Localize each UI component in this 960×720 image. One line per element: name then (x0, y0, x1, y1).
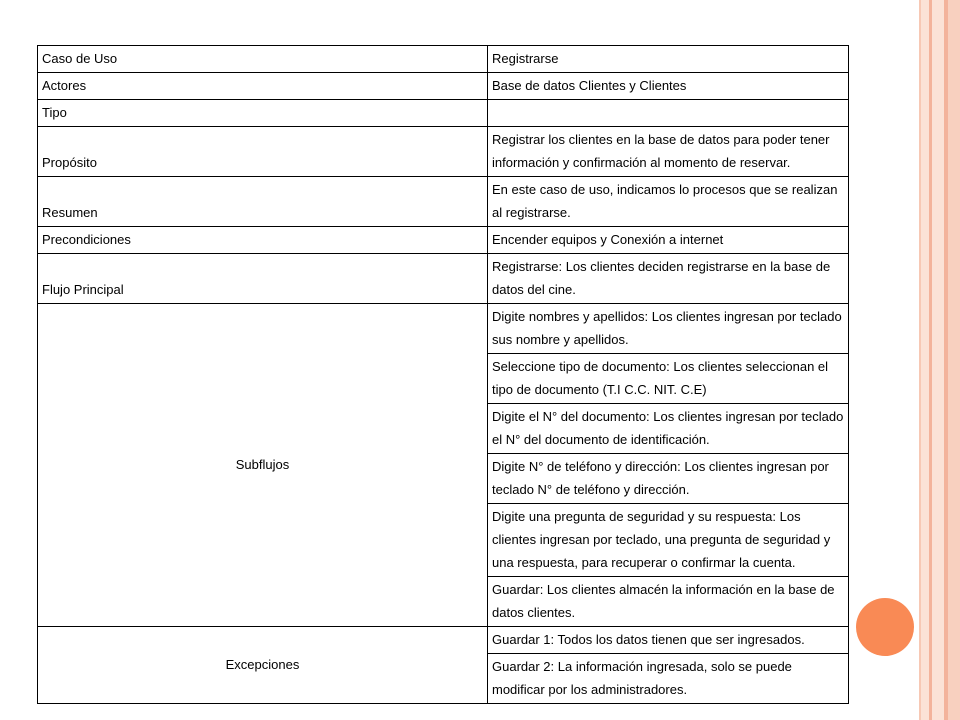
table-row (38, 304, 849, 354)
decorative-stripe (948, 0, 960, 720)
row-value (488, 100, 849, 127)
table-row (38, 627, 849, 654)
decorative-stripe (932, 0, 944, 720)
row-value: Registrarse: Los clientes deciden registrarse en la base de datos del cine. (488, 254, 849, 304)
table-row (38, 73, 849, 100)
row-value: En este caso de uso, indicamos lo procesos que se realizan al registrarse. (488, 177, 849, 227)
subflow-item: Digite el N° del documento: Los clientes ingresan por teclado el N° del documento de identificación. (488, 404, 849, 454)
row-label: Caso de Uso (38, 46, 488, 73)
exception-item: Guardar 2: La información ingresada, solo se puede modificar por los administradores. (488, 654, 849, 704)
row-label: Flujo Principal (38, 254, 488, 304)
row-label: Propósito (38, 127, 488, 177)
subflow-item: Digite N° de teléfono y dirección: Los clientes ingresan por teclado N° de teléfono y dirección. (488, 454, 849, 504)
table-row (38, 227, 849, 254)
row-label: Excepciones (38, 627, 488, 704)
row-label: Precondiciones (38, 227, 488, 254)
table-row (38, 46, 849, 73)
table-row (38, 177, 849, 227)
row-value: Base de datos Clientes y Clientes (488, 73, 849, 100)
use-case-table (37, 45, 849, 704)
row-label: Tipo (38, 100, 488, 127)
subflow-item: Digite nombres y apellidos: Los clientes ingresan por teclado sus nombre y apellidos. (488, 304, 849, 354)
subflow-item: Seleccione tipo de documento: Los clientes seleccionan el tipo de documento (T.I C.C. NIT. C.E) (488, 354, 849, 404)
row-value: Registrarse (488, 46, 849, 73)
decorative-stripe (921, 0, 929, 720)
exception-item: Guardar 1: Todos los datos tienen que ser ingresados. (488, 627, 849, 654)
table-row (38, 127, 849, 177)
decorative-circle (856, 598, 914, 656)
row-value: Encender equipos y Conexión a internet (488, 227, 849, 254)
row-label: Subflujos (38, 304, 488, 627)
table-row (38, 100, 849, 127)
subflow-item: Guardar: Los clientes almacén la información en la base de datos clientes. (488, 577, 849, 627)
table-row (38, 254, 849, 304)
row-label: Resumen (38, 177, 488, 227)
row-value: Registrar los clientes en la base de datos para poder tener información y confirmación al momento de reservar. (488, 127, 849, 177)
subflow-item: Digite una pregunta de seguridad y su respuesta: Los clientes ingresan por teclado, una pregunta de seguridad y una respuesta, para recuperar o confirmar la cuenta. (488, 504, 849, 577)
row-label: Actores (38, 73, 488, 100)
